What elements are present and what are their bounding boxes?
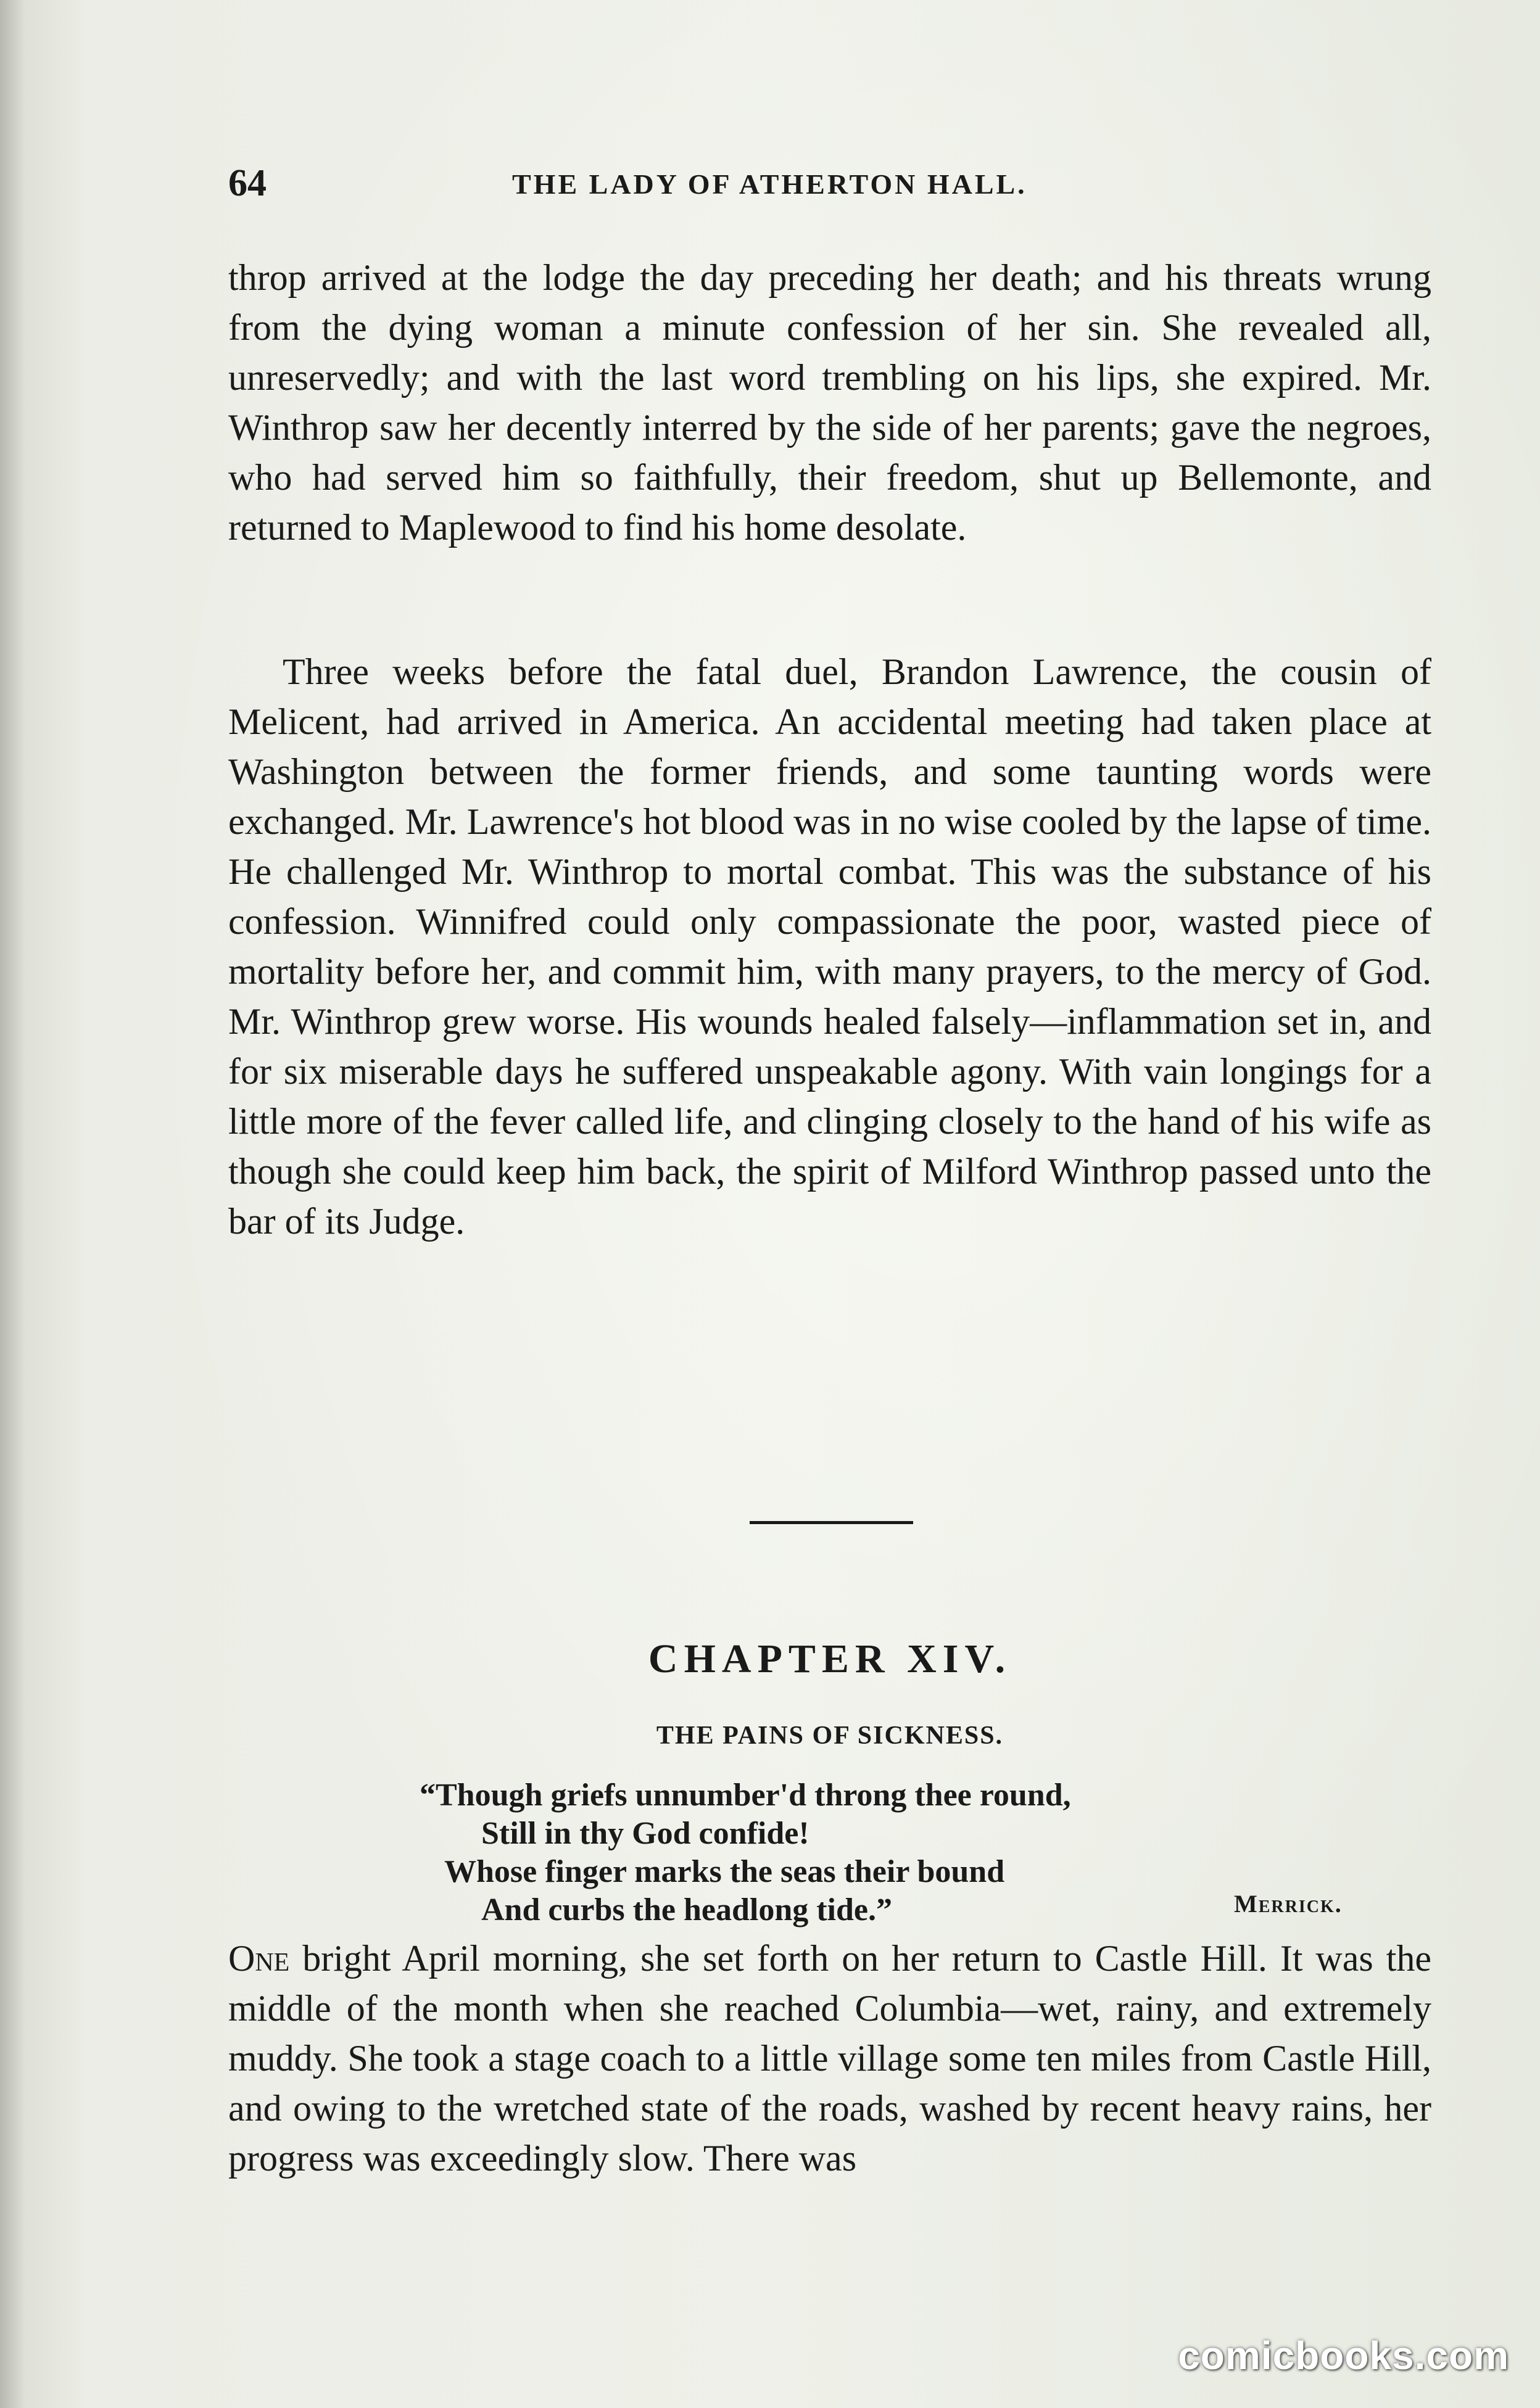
opening-lead-word: One <box>228 1938 290 1979</box>
chapter-subtitle: THE PAINS OF SICKNESS. <box>656 1721 1004 1750</box>
paragraph-duel: Three weeks before the fatal duel, Brandon Lawrence, the cousin of Melicent, had arrived in America. An accidental meeting had taken place at Washington between the former friends, and some taunting words were exchanged. Mr. Lawrence's hot blood was in no wise cooled by the lapse of time. He challenged Mr. Winthrop to mortal combat. This was the substance of his confession. Winnifred could only compassionate the poor, wasted piece of mortality before her, and commit him, with many prayers, to the mercy of God. Mr. Winthrop grew worse. His wounds healed falsely—inflammation set in, and for six miserable days he suffered unspeakable agony. With vain longings for a little more of the fever called life, and clinging closely to the hand of his wife as though she could keep him back, the spirit of Milford Winthrop passed unto the bar of its Judge. <box>228 651 1431 1242</box>
page-number: 64 <box>228 162 267 204</box>
paragraph-continued: throp arrived at the lodge the day preceding her death; and his threats wrung from the dying woman a minute confession of her sin. She revealed all, unreservedly; and with the last word trembling on his lips, she expired. Mr. Winthrop saw her decently interred by the side of her parents; gave the negroes, who had served him so faithfully, their freedom, shut up Bellemonte, and returned to Maplewood to find his home desolate. <box>228 257 1431 548</box>
opening-text: bright April morning, she set forth on her return to Castle Hill. It was the middle of the month when she reached Columbia—wet, rainy, and extremely muddy. She took a stage coach to a little village some ten miles from Castle Hill, and owing to the wretched state of the roads, washed by recent heavy rains, her progress was exceedingly slow. There was <box>228 1938 1431 2179</box>
chapter-opening-paragraph <box>228 1934 1431 2183</box>
epigraph-line: Still in thy God confide! <box>481 1816 809 1851</box>
epigraph-line: And curbs the headlong tide.” <box>481 1892 892 1928</box>
book-title: THE LADY OF ATHERTON HALL. <box>512 168 1027 200</box>
site-watermark: comicbooks.com <box>1178 2333 1509 2378</box>
chapter-heading: CHAPTER XIV. <box>648 1636 1012 1681</box>
running-head <box>228 162 1431 205</box>
epigraph-line: “Though griefs unnumber'd throng thee round, <box>420 1778 1071 1813</box>
gutter-shadow <box>0 0 25 2408</box>
epigraph-attribution: Merrick. <box>1234 1890 1343 1918</box>
section-divider-rule <box>750 1521 913 1524</box>
epigraph-line: Whose finger marks the seas their bound <box>444 1854 1005 1889</box>
